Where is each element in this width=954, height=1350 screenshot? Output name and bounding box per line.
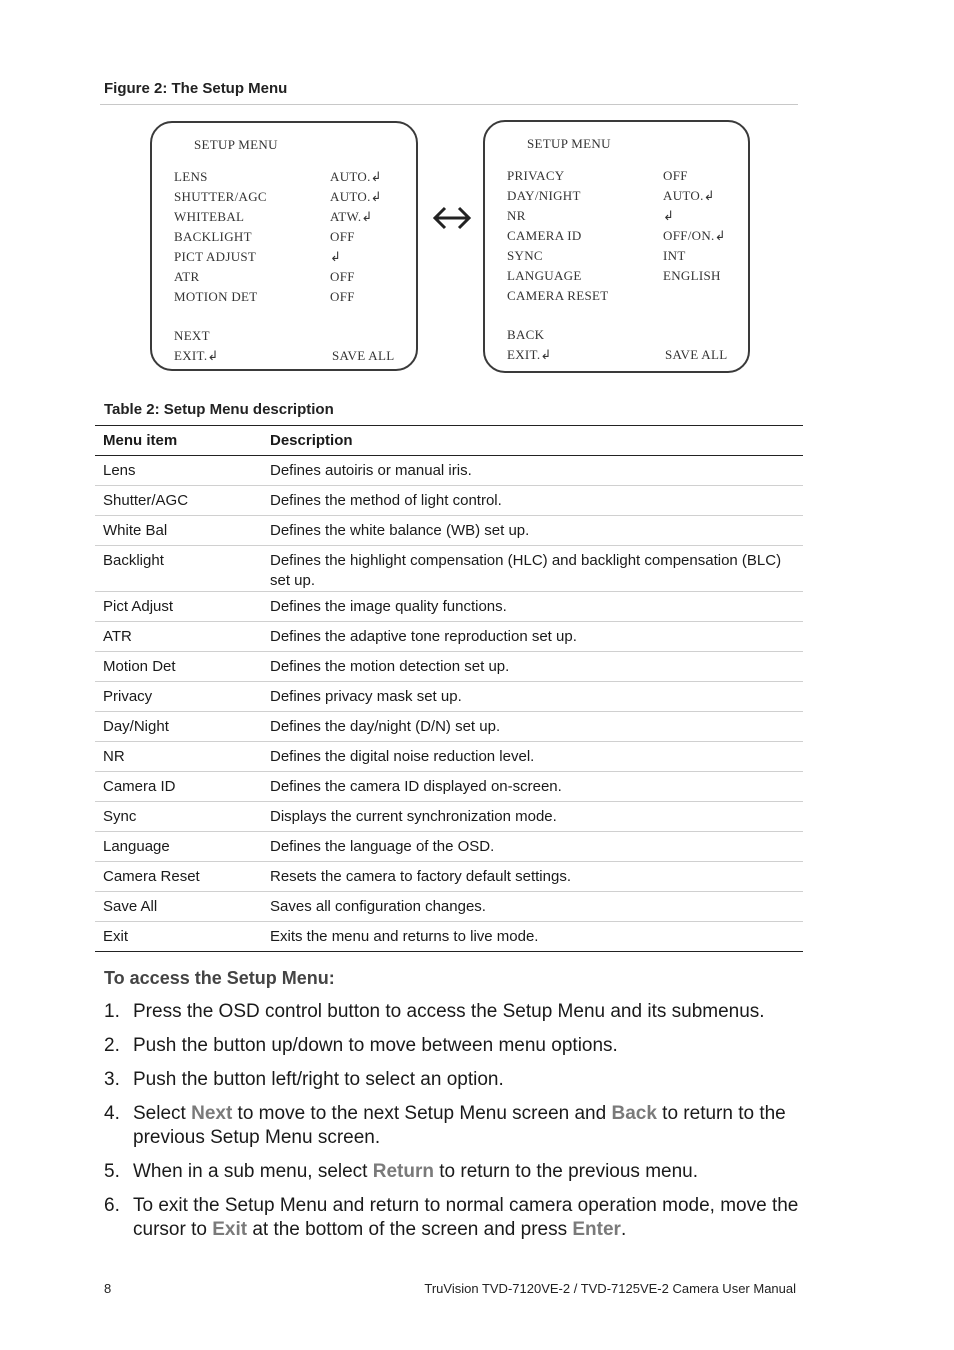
description-cell: Defines the image quality functions. [270, 598, 507, 615]
setup-menu-table [95, 425, 803, 952]
step-number: 4. [104, 1103, 120, 1124]
procedure-step [104, 1160, 804, 1184]
osd-row-back [507, 327, 732, 347]
osd-item-label: SHUTTER/AGC [174, 189, 267, 204]
description-cell: Exits the menu and returns to live mode. [270, 928, 539, 945]
osd-item-label: NR [507, 208, 526, 223]
osd-save-all-label: SAVE ALL [665, 347, 728, 362]
ui-term: Exit [212, 1219, 248, 1240]
column-header-description: Description [270, 432, 353, 449]
osd-item-label: LANGUAGE [507, 268, 582, 283]
menu-item-cell: Pict Adjust [103, 598, 174, 615]
menu-item-cell: Shutter/AGC [103, 492, 189, 509]
table-caption: Table 2: Setup Menu description [104, 401, 334, 418]
menu-item-cell: Camera Reset [103, 868, 200, 885]
osd-item-value: OFF [330, 229, 355, 244]
osd-exit-label: EXIT.↲ [507, 347, 552, 362]
step-text: To exit the Setup Menu and return to normal camera operation mode, move the cursor to [133, 1195, 799, 1240]
menu-item-cell: Language [103, 838, 170, 855]
description-cell: Defines the day/night (D/N) set up. [270, 718, 501, 735]
menu-item-cell: Exit [103, 928, 129, 945]
osd-row [507, 248, 732, 268]
osd-item-value: AUTO.↲ [663, 188, 715, 203]
osd-item-label: MOTION DET [174, 289, 258, 304]
step-text: Push the button left/right to select an option. [133, 1069, 504, 1090]
osd-item-label: SYNC [507, 248, 543, 263]
osd-item-value: ATW.↲ [330, 209, 373, 224]
description-cell: Defines the highlight compensation (HLC) and backlight compensation (BLC) set up. [270, 552, 782, 589]
step-number: 6. [104, 1195, 120, 1216]
osd-item-label: WHITEBAL [174, 209, 245, 224]
table-row [95, 892, 803, 922]
osd-item-label: CAMERA RESET [507, 288, 609, 303]
osd-row [174, 229, 400, 249]
page-number: 8 [104, 1281, 112, 1296]
osd-next-label: NEXT [174, 328, 210, 343]
ui-term: Next [191, 1103, 233, 1124]
osd-row [174, 209, 400, 229]
table-row [95, 592, 803, 622]
setup-menu-screen-1 [150, 121, 418, 371]
procedure-title: To access the Setup Menu: [104, 968, 335, 988]
menu-item-cell: Backlight [103, 552, 164, 569]
table-row [95, 652, 803, 682]
description-cell: Displays the current synchronization mode. [270, 808, 557, 825]
column-header-menu-item: Menu item [103, 432, 178, 449]
osd-item-value: ↲ [663, 208, 675, 223]
description-cell: Defines the digital noise reduction level. [270, 748, 535, 765]
table-row [95, 742, 803, 772]
osd-item-value: OFF [663, 168, 688, 183]
step-text: Press the OSD control button to access the Setup Menu and its submenus. [133, 1001, 765, 1022]
osd-item-label: PICT ADJUST [174, 249, 257, 264]
description-cell: Resets the camera to factory default settings. [270, 868, 571, 885]
osd-item-value: INT [663, 248, 686, 263]
step-text: to return to the previous menu. [433, 1161, 699, 1182]
menu-item-cell: Privacy [103, 688, 153, 705]
procedure-step [104, 1000, 804, 1024]
osd-item-value: AUTO.↲ [330, 189, 382, 204]
osd-back-label: BACK [507, 327, 545, 342]
table-row [95, 622, 803, 652]
table-row [95, 486, 803, 516]
menu-item-cell: Sync [103, 808, 137, 825]
table-row [95, 516, 803, 546]
step-text: to move to the next Setup Menu screen and [232, 1103, 612, 1124]
step-number: 1. [104, 1001, 120, 1022]
osd-item-value: AUTO.↲ [330, 169, 382, 184]
description-cell: Defines the motion detection set up. [270, 658, 510, 675]
description-cell: Defines privacy mask set up. [270, 688, 462, 705]
procedure-step [104, 1194, 804, 1242]
osd-item-value: OFF [330, 289, 355, 304]
osd-exit-label: EXIT.↲ [174, 348, 219, 363]
osd-item-label: LENS [174, 169, 208, 184]
menu-item-cell: Day/Night [103, 718, 169, 735]
step-text: Push the button up/down to move between menu options. [133, 1035, 618, 1056]
osd-row [507, 268, 732, 288]
table-row [95, 862, 803, 892]
osd-title: SETUP MENU [527, 136, 611, 151]
osd-save-all-label: SAVE ALL [332, 348, 395, 363]
menu-item-cell: Camera ID [103, 778, 176, 795]
table-row [95, 922, 803, 952]
step-number: 5. [104, 1161, 120, 1182]
description-cell: Defines the white balance (WB) set up. [270, 522, 530, 539]
osd-item-label: ATR [174, 269, 200, 284]
osd-item-label: BACKLIGHT [174, 229, 252, 244]
description-cell: Saves all configuration changes. [270, 898, 486, 915]
osd-item-value: OFF/ON.↲ [663, 228, 726, 243]
description-cell: Defines the language of the OSD. [270, 838, 495, 855]
caption-divider [100, 104, 798, 105]
osd-row-next [174, 328, 400, 348]
table-header-row [95, 426, 803, 456]
osd-row [174, 189, 400, 209]
osd-row [507, 168, 732, 188]
step-text: When in a sub menu, select [133, 1161, 373, 1182]
setup-menu-screen-2 [483, 120, 750, 373]
osd-row-exit [507, 347, 732, 367]
osd-item-value: ENGLISH [663, 268, 721, 283]
step-number: 2. [104, 1035, 120, 1056]
procedure-steps [104, 1000, 804, 1252]
step-number: 3. [104, 1069, 120, 1090]
osd-item-label: PRIVACY [507, 168, 565, 183]
menu-item-cell: White Bal [103, 522, 168, 539]
description-cell: Defines the camera ID displayed on-screen. [270, 778, 562, 795]
osd-row [507, 208, 732, 228]
osd-row [174, 169, 400, 189]
figure-caption: Figure 2: The Setup Menu [104, 80, 288, 97]
menu-item-cell: NR [103, 748, 125, 765]
osd-row [174, 269, 400, 289]
ui-term: Back [611, 1103, 657, 1124]
table-row [95, 456, 803, 486]
table-row [95, 546, 803, 592]
step-text: to return to the previous Setup Menu screen. [133, 1103, 786, 1148]
osd-row [174, 289, 400, 309]
description-cell: Defines the adaptive tone reproduction set up. [270, 628, 577, 645]
description-cell: Defines the method of light control. [270, 492, 502, 509]
step-text: . [620, 1219, 627, 1240]
osd-row [507, 228, 732, 248]
osd-item-value: ↲ [330, 249, 342, 264]
osd-row [174, 249, 400, 269]
double-arrow-icon [431, 203, 473, 233]
table-row [95, 832, 803, 862]
footer-manual-title: TruVision TVD-7120VE-2 / TVD-7125VE-2 Camera User Manual [424, 1281, 796, 1296]
table-row [95, 682, 803, 712]
menu-item-cell: ATR [103, 628, 132, 645]
osd-title: SETUP MENU [194, 137, 278, 152]
procedure-step [104, 1068, 804, 1092]
osd-item-label: DAY/NIGHT [507, 188, 581, 203]
description-cell: Defines autoiris or manual iris. [270, 462, 472, 479]
step-text: at the bottom of the screen and press [247, 1219, 573, 1240]
table-row [95, 802, 803, 832]
menu-item-cell: Lens [103, 462, 136, 479]
table-row [95, 772, 803, 802]
osd-row [507, 188, 732, 208]
menu-item-cell: Motion Det [103, 658, 176, 675]
osd-item-value: OFF [330, 269, 355, 284]
ui-term: Enter [572, 1219, 621, 1240]
osd-item-label: CAMERA ID [507, 228, 582, 243]
ui-term: Return [372, 1161, 434, 1182]
osd-row-exit [174, 348, 400, 368]
osd-row [507, 288, 732, 308]
step-text: Select [133, 1103, 192, 1124]
table-row [95, 712, 803, 742]
menu-item-cell: Save All [103, 898, 158, 915]
procedure-step [104, 1102, 804, 1150]
procedure-step [104, 1034, 804, 1058]
